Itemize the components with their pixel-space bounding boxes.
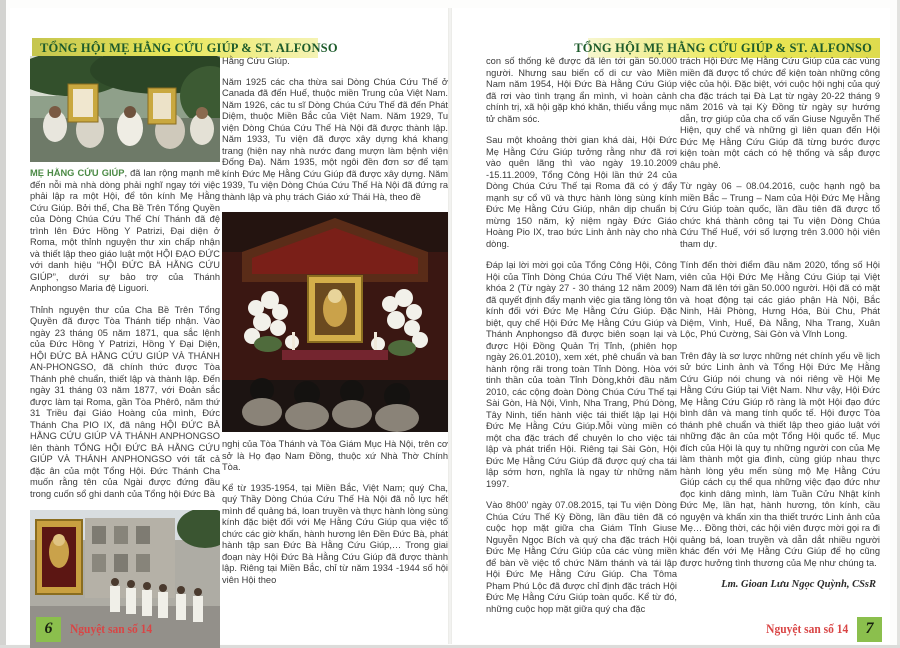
shrine-photo — [222, 212, 448, 432]
right-page-column-1 — [486, 56, 677, 625]
right-page-header — [574, 38, 880, 58]
left-page-number: 6 — [36, 617, 61, 642]
paragraph: trách Hội Đức Mẹ Hằng Cứu Giúp của các vùng miền đã được tổ chức để kiện toàn những công việc của hội. Đặc biệt, với cuộc hội nghị của quý cha đặc trách tại Đà Lạt từ ngày 20-22 tháng 9 năm 2016 và tại Kỳ Đồng từ ngày sự hướng dẫn, trợ giúp của cha cố vấn Giuse Nguyễn Thế Hiện, quy chế và những gì liên quan đến Hội Đức Mẹ Hằng Cứu Giúp đã từng bước được kiện toàn một cách có hệ thống và sắp được châu phê. — [680, 56, 880, 170]
paragraph: Hằng Cứu Giúp. — [222, 56, 290, 66]
left-page — [10, 8, 448, 644]
left-page-column-2 — [222, 56, 448, 596]
right-page — [452, 8, 890, 644]
paragraph: Đáp lại lời mời gọi của Tổng Công Hội, Công Hội của Tỉnh Dòng Chúa Cứu Thế Việt Nam, khóa 2 (Từ ngày 27 - 30 tháng 12 năm 2009) đã quyết định đẩy mạnh việc gia tăng lòng tôn kính đối với Đức Mẹ Hằng Cứu Giúp. Đặc biệt, quy chế Hội Đức Mẹ Hằng Cứu Giúp và Thánh Anphongso đã được biên soạn lại và được Hội Đồng Quản Trị Tỉnh, (phiên họp ngày 26.01.2010), xem xét, phê chuẩn và ban hành rộng rãi trong toàn Tỉnh Dòng. Hòa với tinh thần của toàn Tỉnh Dòng,khởi đầu năm 2010, các cộng đoàn Dòng Chúa Cứu Thế tại Sài Gòn, Hà Nội, Vinh, Nha Trang, Phú Dòng, Tây Ninh, tiến hành việc tái thiết lập lại Hội Đức Mẹ Hằng Cứu Giúp.Mỗi vùng miền có một cha đặc trách để chuyên lo cho việc tái lập và phát triển Hội. Riêng tại Sài Gòn, Hội Đức Mẹ Hằng Cứu Giúp đã được quý cha tái lập sớm hơn, nghĩa là ngay từ những năm 1997. — [486, 260, 677, 489]
paragraph-text: , đã lan rộng mạnh mẽ đến nỗi mà nhà dòng phải nghĩ ngay tới việc phải lập ra một Hội, để tôn kính Mẹ Hằng Cứu Giúp. Bởi thế, Cha Bề Trên Tổng Quyền của Dòng Chúa Cứu Thế Chí Thánh đã đệ trình lên Đức Hồng Y Patrizi, Đại diện ở Roma, một thỉnh nguyện thư xin chấp nhận và thiết lập theo giáo luật một HỘI ĐẠO ĐỨC với danh hiệu “HỘI ĐỨC BÀ HẰNG CỨU GIÚP”, dưới sự bảo trợ của Thánh Anphongso Maria đệ Liguori. — [30, 168, 220, 293]
journal-title: Nguyệt san số 14 — [765, 621, 848, 636]
lead-phrase: MẸ HẰNG CỨU GIÚP — [30, 168, 125, 178]
author-signature: Lm. Gioan Lưu Ngọc Quỳnh, CSsR — [721, 579, 876, 590]
paragraph: Từ ngày 06 – 08.04.2016, cuộc hạnh ngộ ba miền Bắc – Trung – Nam của Hội Đức Mẹ Hằng Cứu Giúp toàn quốc, lần đầu tiên đã được tổ chức khá thành công tại Tu viện Dòng Chúa Cứu Thế Huế, với số lượng trên 3.000 hội viên tham dự. — [680, 181, 880, 249]
right-page-number: 7 — [857, 617, 882, 642]
left-page-header-title: TỔNG HỘI MẸ HẰNG CỨU GIÚP & ST. ALFONSO — [40, 40, 338, 55]
scan-edge-left — [0, 0, 6, 648]
paragraph: Vào 8h00’ ngày 07.08.2015, tại Tu viện Dòng Chúa Cứu Thế Kỳ Đồng, lần đầu tiên đã có cuộc họp mặt giữa cha Giám Tỉnh Giuse Nguyễn Ngọc Bích và quý cha đặc trách Hội Đức Mẹ Hằng Cứu Giúp của các vùng miền để bàn về việc tổ chức Năm thánh và tái lập Hội Đức Mẹ Hằng Cứu Giúp. Cha Tôma Phạm Phú Lộc đã được chỉ định đặc trách Hội Đức Mẹ Hằng Cứu Giúp toàn quốc. Kể từ đó, những cuộc họp mặt giữa quý cha đặc — [486, 500, 677, 614]
journal-title: Nguyệt san số 14 — [70, 621, 153, 636]
paragraph: Sau một khoảng thời gian khá dài, Hội Đức Mẹ Hằng Cứu Giúp tưởng rằng như đã rơi vào quên lãng thì vào ngày 19.10.2009 -15.11.2009, Tổng Công Hội lần thứ 24 của Dòng Chúa Cứu Thế tại Roma đã có ý đẩy mạnh sự cổ vũ và thực hành lòng sùng kính Đức Mẹ Hằng Cứu Giúp, nhân dịp chuẩn bị mừng 150 năm, kỷ niệm ngày Đức Giáo Hoàng Pio IX, trao bức Linh ảnh này cho nhà dòng. — [486, 135, 677, 249]
paragraph: Năm 1925 các cha thừa sai Dòng Chúa Cứu Thế ở Canada đã đến Huế, thuộc miền Trung của Việt Nam. Năm 1926, các tu sĩ Dòng Chúa Cứu Thế đã đến Phát Diệm, thuộc Miền Bắc của Việt Nam. Năm 1929, Tu viện Dòng Chúa Cứu Thế Hà Nội đã được thành lập. Năm 1933, Tu viện đã được xây dựng khá khang trang (hiện nay nhà nước đang mượn làm bệnh viện Đống Đa). Năm 1935, một ngôi đền đơn sơ để tạm kính Đức Mẹ Hằng Cứu Giúp đã được xây dựng. Năm 1939, Tu viện Dòng Chúa Cứu Thế Hà Nội đã đứng ra thành lập và phụ trách Giáo xứ Thái Hà, theo đề — [222, 76, 448, 202]
right-page-footer — [759, 616, 882, 642]
paragraph: Thỉnh nguyện thư của Cha Bề Trên Tổng Quyền đã được Tòa Thánh tiếp nhận. Vào ngày 23 tháng 05 năm 1871, qua sắc lệnh của Đức Hồng Y Patrizi, Hồng Y Đại Diện, HỘI ĐỨC BÀ HẰNG CỨU GIÚP VÀ THÁNH AN-PHONGSO, đã chính thức được Tòa Thánh phê chuẩn, thiết lập và thành lập. Đến ngày 31 tháng 03 năm 1877, với Đoản sắc được làm tại Roma, gần Tòa Phêrô, năm thứ 31 Triều đại Giáo Hoàng của mình, Đức Thánh Cha PIO IX, đã nâng HỘI ĐỨC BÀ HẰNG CỨU GIÚP VÀ THÁNH ANPHONGSO lên thành TỔNG HỘI ĐỨC BÀ HẰNG CỨU GIÚP VÀ THÁNH ANPHONGSO với tất cả đặc ân của một Tổng Hội. Đức Thánh Cha muốn rằng tên của Ngài được đứng đầu trong cuốn sổ ghi danh của Tổng hội Đức Bà — [30, 304, 220, 499]
left-page-header — [32, 38, 338, 58]
paragraph: con số thống kê được đã lên tới gần 50.000 người. Nhưng sau biến cố di cư vào Miền Nam năm 1954, Hội Đức Bà Hằng Cứu Giúp đã rơi vào tình trạng ẩn mình, vì hoàn cảnh chính trị, xã hội gặp khó khăn, thiếu vắng mục tử chăm sóc. — [486, 56, 677, 124]
paragraph: Kể từ 1935-1954, tại Miền Bắc, Việt Nam; quý Cha, quý Thầy Dòng Chúa Cứu Thế Hà Nội đã nỗ lực hết mình để quảng bá, loan truyền và thực hành lòng sùng kính đặc biệt đối với Mẹ Hằng Cứu Giúp qua việc tổ chức các giờ khấn, hành hương lên Đền Đức Bà, phát hành tập san Đức Bà Hằng Cứu Giúp,… Trong giai đoạn này Hội Đức Bà Hằng Cứu Giúp đã được thành lập. Riêng tại Miền Bắc, chỉ từ năm 1934 -1944 số hội viên Hội theo — [222, 482, 448, 585]
left-page-column-1 — [30, 56, 220, 648]
paragraph: nghị của Tòa Thánh và Tòa Giám Mục Hà Nội, trên cơ sở là Họ đạo Nam Đồng, thuộc xứ Nhà Thờ Chính Tòa. — [222, 439, 448, 472]
paragraph: Trên đây là sơ lược những nét chính yếu về lịch sử bức Linh ảnh và Tổng Hội Đức Mẹ Hằng Cứu Giúp nói chung và nói riêng về Hội Mẹ Hằng Cứu Giúp tại Việt Nam. Như vậy, Hội Đức Mẹ Hằng Cứu Giúp rõ ràng là một Hội đạo đức bình dân và mang tính quốc tế. Hội được Tòa thánh phê chuẩn và thiết lập theo giáo luật với những đặc ân của một Tổng Hội quốc tế. Mục đích của Hội là quy tụ những người con của Mẹ làm thành một gia đình, cùng giúp nhau thực hành lòng yêu mến sùng mộ Mẹ Hằng Cứu Giúp cách cụ thể qua những việc đạo đức như đọc kinh dâng mình, làm Tuần Cửu Nhật kính Đức Mẹ, lần hạt, hành hương, tôn kính, cầu nguyện và khấn xin tha thiết trước Linh ảnh của Mẹ… Đồng thời, các hội viên được mời gọi ra đi quảng bá, loan truyền và dẫn dắt nhiều người khác đến với Mẹ Hằng Cứu Giúp để họ cũng được hưởng tình thương của Mẹ như chúng ta. — [680, 350, 880, 568]
paragraph: Tính đến thời điểm đầu năm 2020, tổng số Hội viên của Hội Đức Mẹ Hằng Cứu Giúp tại Việt Nam đã lên tới gần 50.000 người. Hội đã có mặt và hoạt động tại các giáo phận Hà Nội, Bắc Ninh, Hải Phòng, Hưng Hóa, Bùi Chu, Phát Diệm, Vinh, Huế, Đà Nẵng, Nha Trang, Xuân Lộc, Phú Cường, Sài Gòn và Vĩnh Long. — [680, 260, 880, 339]
paragraph — [30, 168, 220, 295]
left-page-footer — [36, 616, 159, 642]
procession-photo — [30, 56, 220, 162]
right-page-column-2 — [680, 56, 880, 590]
right-page-header-title: TỔNG HỘI MẸ HẰNG CỨU GIÚP & ST. ALFONSO — [574, 40, 872, 55]
